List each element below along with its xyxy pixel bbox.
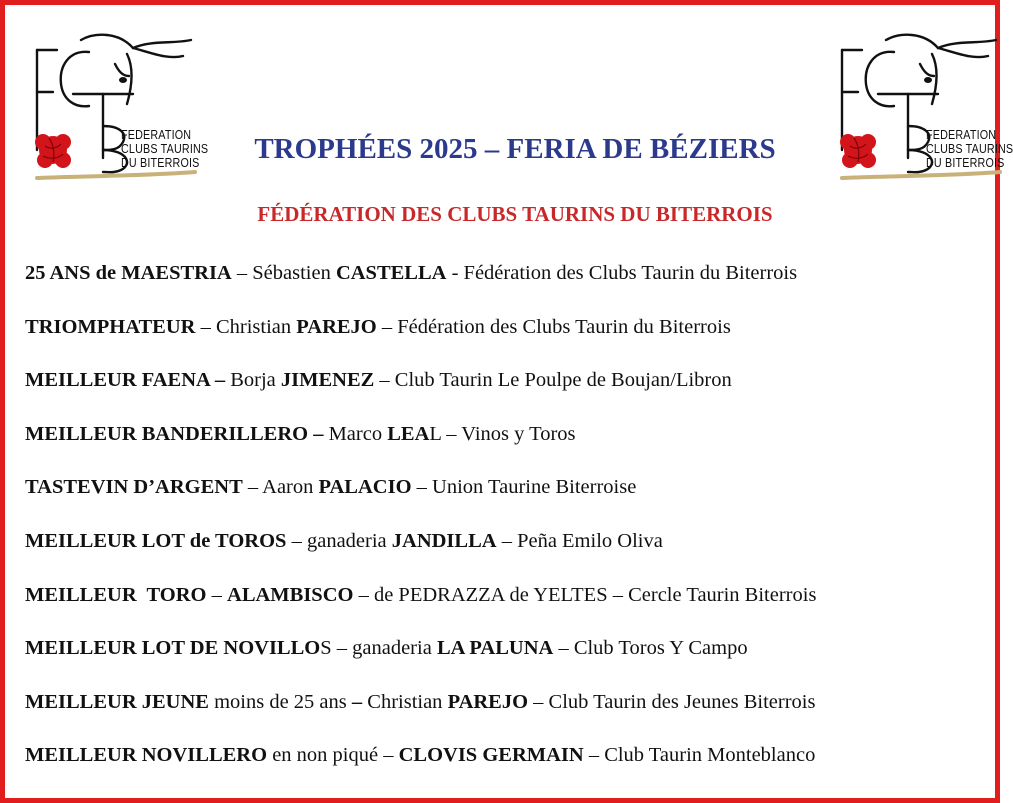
award-text-bold: JANDILLA (391, 529, 497, 552)
award-text-bold: LA PALUNA (436, 637, 554, 660)
page-title: TROPHÉES 2025 – FERIA DE BÉZIERS (254, 133, 776, 165)
award-text-bold: MEILLEUR BANDERILLERO – (25, 422, 324, 445)
award-text-bold: ALAMBISCO (227, 583, 354, 606)
award-text-bold: MEILLEUR NOVILLERO (25, 744, 268, 767)
award-text-bold: TASTEVIN D’ARGENT (25, 476, 243, 499)
award-text-bold: MEILLEUR TORO (25, 583, 207, 606)
award-text: S – ganaderia (320, 637, 437, 660)
award-text-bold: PAREJO (296, 315, 377, 338)
award-text: – Union Taurine Biterroise (411, 476, 637, 499)
award-text: – Christian (195, 315, 297, 338)
award-text: Marco (323, 422, 388, 445)
logo-line-2: CLUBS TAURINS (121, 142, 209, 156)
award-text: – Aaron (242, 476, 319, 499)
award-text-bold: MEILLEUR LOT de TOROS (25, 529, 287, 552)
award-text: Borja (225, 369, 281, 392)
award-text: – ganaderia (286, 529, 392, 552)
award-text-bold: TRIOMPHATEUR (25, 315, 196, 338)
award-text: – de PEDRAZZA de YELTES – Cercle Taurin Biterrois (353, 583, 817, 606)
award-text-bold: PAREJO (447, 690, 529, 713)
award-text-bold: CLOVIS GERMAIN (398, 744, 584, 767)
award-text: – Club Taurin Le Poulpe de Boujan/Libron (374, 369, 732, 392)
award-text-bold: MEILLEUR JEUNE (25, 690, 209, 713)
award-row (25, 316, 985, 370)
award-text: en non piqué – (267, 744, 399, 767)
award-text: – Club Toros Y Campo (553, 637, 748, 660)
awards-list (25, 262, 985, 798)
award-row (25, 584, 985, 638)
award-row (25, 744, 985, 798)
award-text: Christian (362, 690, 448, 713)
award-text: – Club Taurin Monteblanco (583, 744, 816, 767)
award-text-bold: JIMENEZ (280, 369, 375, 392)
award-text-bold: 25 ANS de MAESTRIA (25, 262, 232, 284)
award-row (25, 369, 985, 423)
page-subtitle: FÉDÉRATION DES CLUBS TAURINS DU BITERROIS (257, 202, 773, 226)
logo-line-3: DU BITERROIS (926, 156, 1005, 170)
award-text-bold: MEILLEUR LOT DE NOVILLO (25, 637, 321, 660)
logo-line-2: CLUBS TAURINS (926, 142, 1013, 156)
award-text: – (206, 583, 228, 606)
award-text: - Fédération des Clubs Taurin du Biterrois (446, 262, 798, 284)
logo-line-1: FEDERATION (121, 128, 192, 142)
award-text: – Peña Emilo Oliva (496, 529, 663, 552)
award-text: moins de 25 ans (208, 690, 352, 713)
award-row (25, 637, 985, 691)
award-text: L – Vinos y Toros (429, 422, 576, 445)
logo-line-1: FEDERATION (926, 128, 997, 142)
award-row (25, 423, 985, 477)
logo-line-3: DU BITERROIS (121, 156, 200, 170)
award-row (25, 262, 985, 316)
award-text-bold: MEILLEUR FAENA – (25, 369, 226, 392)
award-text: – Club Taurin des Jeunes Biterrois (528, 690, 816, 713)
award-row (25, 530, 985, 584)
award-text: – Fédération des Clubs Taurin du Biterrois (376, 315, 731, 338)
award-text: – Sébastien (231, 262, 336, 284)
award-row (25, 691, 985, 745)
award-text-bold: PALACIO (318, 476, 412, 499)
award-text-bold: LEA (387, 422, 430, 445)
award-text-bold: CASTELLA (335, 262, 447, 284)
award-row (25, 476, 985, 530)
award-text-bold: – (351, 690, 363, 713)
